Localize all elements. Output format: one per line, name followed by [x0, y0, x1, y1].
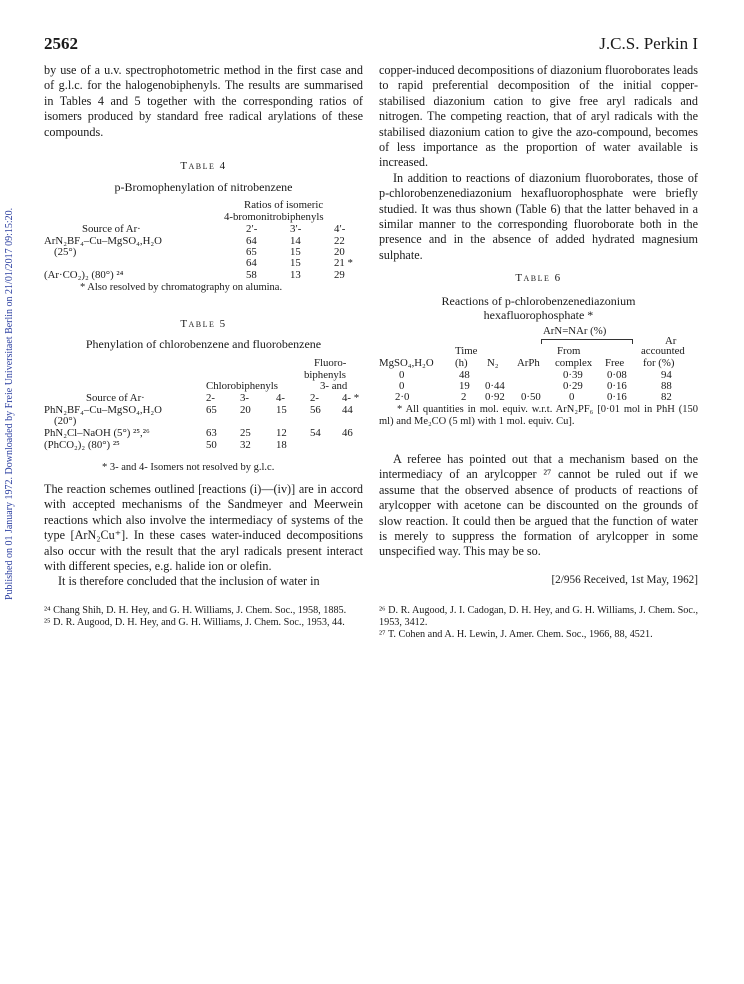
footnote: ²⁶ D. R. Augood, J. I. Cadogan, D. H. Hey, and G. H. Williams, J. Chem. Soc., 1953, 3412.	[379, 605, 698, 628]
journal-name: J.C.S. Perkin I	[599, 34, 698, 53]
table5-group-header: Fluoro-	[314, 357, 347, 369]
table4-row-source: ArN₂BF₄–Cu–MgSO₄,H₂O	[44, 235, 162, 247]
table6-cell: 0·44	[485, 380, 505, 392]
footnote: ²⁴ Chang Shih, D. H. Hey, and G. H. Williams, J. Chem. Soc., 1958, 1885.	[44, 605, 347, 616]
table5-group-header: 3- and	[320, 380, 348, 392]
table6-cell: 0·16	[607, 380, 627, 392]
table4-col-4: 4′-	[334, 223, 346, 235]
table6-cell: 0·16	[607, 391, 627, 403]
table4-group-header: Ratios of isomeric	[244, 199, 324, 211]
table5-cell: 63	[206, 427, 217, 439]
table6-cell: 0	[399, 380, 405, 392]
table4-row-source: (Ar·CO₂)₂ (80°) ²⁴	[44, 269, 124, 281]
table6-cell: 2	[461, 391, 467, 403]
table5-cell: 15	[276, 404, 287, 416]
table4-cell: 20	[334, 246, 345, 258]
table6-group-header: ArN=NAr (%)	[543, 325, 607, 337]
footnotes-right	[379, 605, 698, 641]
table6-brace	[541, 339, 633, 344]
table4-title: p-Bromophenylation of nitrobenzene	[114, 180, 293, 194]
table4-cell: 22	[334, 235, 345, 247]
table4-cell: 15	[290, 257, 301, 269]
table6-header: Time	[455, 345, 478, 357]
table6-title: Reactions of p-chlorobenzenediazonium	[441, 294, 636, 308]
received-line: [2/956 Received, 1st May, 1962]	[551, 574, 698, 586]
table6-note: * All quantities in mol. equiv. w.r.t. ArN₂PF₆ [0·01 mol in PhH (150 ml) and Me₂CO (5 ml) with 1 mol. equiv. Cu].	[379, 404, 698, 427]
table6-title: hexafluorophosphate *	[483, 308, 594, 322]
table4-cell: 65	[246, 246, 257, 258]
table4-cell: 14	[290, 235, 301, 247]
paragraph: The reaction schemes outlined [reactions (i)—(iv)] are in accord with accepted mechanisms of the Sandmeyer and Meerwein reactions which also involve the intermediacy of systems of the type [ArN₂Cu⁺]. In these cases water-induced decompositions also occur with the result that the aryl radicals present interact with different species, e.g. halide ion or olefin.	[44, 482, 363, 574]
table5-row-source: PhN₂BF₄–Cu–MgSO₄,H₂O	[44, 404, 162, 416]
table5-col-source: Source of Ar·	[86, 392, 145, 404]
table5-row-source: PhN₂Cl–NaOH (5°) ²⁵,²⁶	[44, 427, 150, 439]
footnote: ²⁷ T. Cohen and A. H. Lewin, J. Amer. Chem. Soc., 1966, 88, 4521.	[379, 629, 653, 640]
table5-col: 4- *	[342, 392, 360, 404]
table6-header: for (%)	[643, 357, 675, 369]
table6-cell: 0·39	[563, 369, 583, 381]
table5-col: 2-	[310, 392, 319, 404]
left-body-text	[44, 482, 363, 590]
table6-cell: 19	[459, 380, 470, 392]
table5-row-cond: (20°)	[54, 415, 77, 427]
table6-cell: 48	[459, 369, 470, 381]
paragraph: A referee has pointed out that a mechanism based on the intermediacy of an arylcopper ²⁷ cannot be ruled out if we assume that the observed absence of products of reactions of arylcopper with acetone can be discounted on the grounds of slow reaction. It could then be argued that the function of water is merely to suppress the formation of arylcopper in some unspecified way. This may be so.	[379, 452, 698, 559]
table5-cell: 50	[206, 439, 217, 451]
table5-col: 4-	[276, 392, 285, 404]
download-notice[interactable]: Published on 01 January 1972. Downloaded by Freie Universitaet Berlin on 21/01/2017 09:15:20.	[4, 207, 15, 600]
table5	[44, 358, 363, 458]
table5-cell: 44	[342, 404, 353, 416]
table5-note: * 3- and 4- Isomers not resolved by g.l.c.	[102, 462, 275, 473]
table6-cell: 94	[661, 369, 672, 381]
table6-header: accounted	[641, 345, 685, 357]
left-intro-paragraph	[44, 63, 363, 140]
table5-row-source: (PhCO₂)₂ (80°) ²⁵	[44, 439, 120, 451]
table5-group-header: biphenyls	[304, 369, 346, 381]
table4-cell: 29	[334, 269, 345, 281]
table4-cell: 58	[246, 269, 257, 281]
table5-cell: 20	[240, 404, 251, 416]
table6-cell: 88	[661, 380, 672, 392]
table4-row-cond: (25°)	[54, 246, 77, 258]
paragraph: copper-induced decompositions of diazonium fluoroborates leads to rapid preferential decomposition of the initial copper-stabilised diazonium cation to give free aryl radicals and nitrogen. The competing reaction, that of aryl radicals with the stabilised diazonium cation to give the azo-compound, becomes of less importance as the proportion of water available is increased.	[379, 63, 698, 170]
paragraph: by use of a u.v. spectrophotometric method in the first case and of g.l.c. for the halogenobiphenyls. The results are summarised in Tables 4 and 5 together with the corresponding ratios of isomers produced by standard free radical arylations of these compounds.	[44, 63, 363, 139]
table6-header: ArPh	[517, 357, 540, 369]
table4-group-header: 4-bromonitrobiphenyls	[224, 211, 324, 223]
table4-note: * Also resolved by chromatography on alumina.	[80, 282, 283, 293]
table6	[379, 326, 698, 406]
footnotes-left	[44, 605, 363, 629]
table6-header: N₂	[487, 357, 499, 369]
table5-cell: 56	[310, 404, 321, 416]
table4-caption: Table 4	[180, 160, 227, 172]
table5-cell: 65	[206, 404, 217, 416]
paragraph: It is therefore concluded that the inclusion of water in	[58, 574, 320, 589]
table5-cell: 18	[276, 439, 287, 451]
right-body-text	[379, 63, 698, 263]
table5-col: 2-	[206, 392, 215, 404]
table6-header: MgSO₄,H₂O	[379, 357, 434, 369]
table4-col-3: 3′-	[290, 223, 302, 235]
table4-cell: 64	[246, 235, 257, 247]
table6-header: Free	[605, 357, 625, 369]
table6-cell: 0·29	[563, 380, 583, 392]
table6-cell: 0·50	[521, 391, 541, 403]
table5-cell: 54	[310, 427, 321, 439]
table6-cell: 0	[569, 391, 575, 403]
table6-cell: 2·0	[395, 391, 410, 403]
table5-caption: Table 5	[180, 318, 227, 330]
table4-cell: 13	[290, 269, 301, 281]
table6-header: (h)	[455, 357, 468, 369]
table5-col: 3-	[240, 392, 249, 404]
table6-cell: 0·92	[485, 391, 505, 403]
table4-col-2: 2′-	[246, 223, 258, 235]
table4-col-source: Source of Ar·	[82, 223, 141, 235]
table6-cell: 0·08	[607, 369, 627, 381]
paragraph: In addition to reactions of diazonium fluoroborates, those of p-chlorobenzenediazonium hexafluorophosphate were briefly studied. It was thus shown (Table 6) that the latter behaved in a similar manner to the corresponding fluoroborate both in the presence and in the absence of added hydrated magnesium sulphate.	[379, 170, 698, 262]
table5-group-header: Chlorobiphenyls	[206, 380, 278, 392]
right-referee-paragraph	[379, 452, 698, 560]
table6-cell: 82	[661, 391, 672, 403]
table6-cell: 0	[399, 369, 405, 381]
table5-cell: 32	[240, 439, 251, 451]
table4-cell: 15	[290, 246, 301, 258]
table5-cell: 25	[240, 427, 251, 439]
table5-cell: 12	[276, 427, 287, 439]
table4-cell: 64	[246, 257, 257, 269]
table4-cell: 21 *	[334, 257, 353, 269]
table5-title: Phenylation of chlorobenzene and fluorobenzene	[85, 337, 322, 351]
page-number: 2562	[44, 34, 78, 53]
table5-cell: 46	[342, 427, 353, 439]
table6-caption: Table 6	[515, 272, 562, 284]
footnote: ²⁵ D. R. Augood, D. H. Hey, and G. H. Williams, J. Chem. Soc., 1953, 44.	[44, 617, 345, 628]
table6-header: complex	[555, 357, 593, 369]
table6-header: From	[557, 345, 581, 357]
table6-header: Ar	[665, 335, 677, 347]
